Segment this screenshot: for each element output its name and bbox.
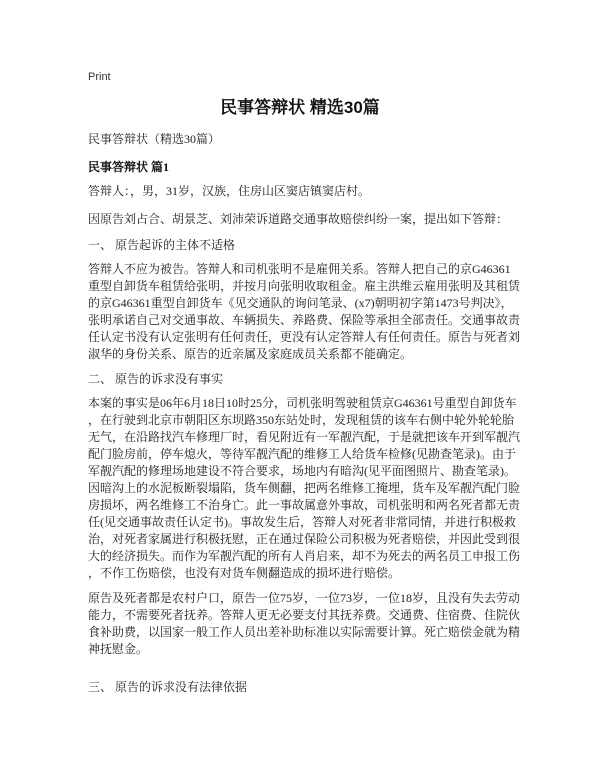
section-2-paragraph-2: [88, 590, 528, 658]
article-heading: 民事答辩状 篇1: [88, 160, 170, 174]
section-2-paragraph-1: [88, 395, 528, 582]
paragraph-line: 大的经济损失。而作为军靓汽配的所有人肖启来，却不为死去的两名员工申报工伤: [88, 549, 521, 563]
section-1-paragraph: [88, 261, 528, 363]
print-link[interactable]: Print: [88, 71, 111, 83]
paragraph-line: 能力，不需要死者抚养。答辩人更无必要支付其抚养费。交通费、住宿费、住院伙: [88, 608, 521, 622]
paragraph-line: 食补助费，以国家一般工作人员出差补助标准以实际需要计算。死亡赔偿金就为精: [88, 625, 521, 639]
intro-line: 因原告刘占合、胡景芝、刘沛荣诉道路交通事故赔偿纠纷一案，提出如下答辩：: [88, 212, 509, 226]
section-heading-1: 一、 原告起诉的主体不适格: [88, 238, 236, 252]
paragraph-line: 淑华的身份关系、原告的近亲属及家庭成员关系都不能确定。: [88, 347, 413, 361]
section-heading-3: 三、 原告的诉求没有法律依据: [88, 680, 248, 694]
paragraph-line: 配门脸房前，停车熄火，等待军靓汽配的维修工人给货车检修(见勘查笔录)。由于: [88, 447, 516, 461]
paragraph-line: 答辩人不应为被告。答辩人和司机张明不是雇佣关系。答辩人把自己的京G46361: [88, 262, 511, 276]
paragraph-line: 房损坏，两名维修工不治身亡。此一事故属意外事故，司机张明和两名死者都无责: [88, 498, 521, 512]
paragraph-line: 原告及死者都是农村户口，原告一位75岁，一位73岁，一位18岁，且没有失去劳动: [88, 591, 521, 605]
paragraph-line: 任(见交通事故责任认定书)。事故发生后，答辩人对死者非常同情，并进行积极救: [88, 515, 516, 529]
section-heading-2: 二、 原告的诉求没有事实: [88, 372, 224, 386]
paragraph-line: 任认定书没有认定张明有任何责任，更没有认定答辩人有任何责任。原告与死者刘: [88, 330, 521, 344]
document-body: [88, 131, 528, 696]
respondent-line: 答辩人：，男，31岁，汉族，住房山区窦店镇窦店村。: [88, 184, 371, 198]
paragraph-line: ，在行驶到北京市朝阳区东坝路350东站处时，发现租赁的该车右侧中轮外轮轮胎: [88, 413, 515, 427]
paragraph-line: 的京G46361重型自卸货车《见交通队的询问笔录、(x7)朝明初字第1473号判决》，: [88, 296, 513, 310]
document-title: 民事答辩状 精选30篇: [220, 98, 380, 117]
paragraph-line: 军靓汽配的修理场地建设不符合要求，场地内有暗沟(见平面图照片、勘查笔录)。: [88, 464, 516, 478]
paragraph-line: 因暗沟上的水泥板断裂塌陷，货车侧翻，把两名维修工掩埋，货车及军靓汽配门脸: [88, 481, 521, 495]
paragraph-line: ，不作工伤赔偿，也没有对货车侧翻造成的损坏进行赔偿。: [88, 566, 401, 580]
paragraph-line: 张明承诺自己对交通事故、车辆损失、养路费、保险等承担全部责任。交通事故责: [88, 313, 521, 327]
paragraph-line: 神抚慰金。: [88, 642, 149, 656]
paragraph-line: 重型自卸货车租赁给张明，并按月向张明收取租金。雇主洪维云雇用张明及其租赁: [88, 279, 521, 293]
paragraph-line: 治，对死者家属进行积极抚慰，正在通过保险公司积极为死者赔偿，并因此受到很: [88, 532, 521, 546]
paragraph-line: 本案的事实是06年6月18日10时25分，司机张明驾驶租赁京G46361号重型自卸货车: [88, 396, 517, 410]
paragraph-line: 无气，在沿路找汽车修理厂时，看见附近有一军靓汽配，于是就把该车开到军靓汽: [88, 430, 521, 444]
document-subtitle: 民事答辩状（精选30篇）: [88, 132, 221, 146]
